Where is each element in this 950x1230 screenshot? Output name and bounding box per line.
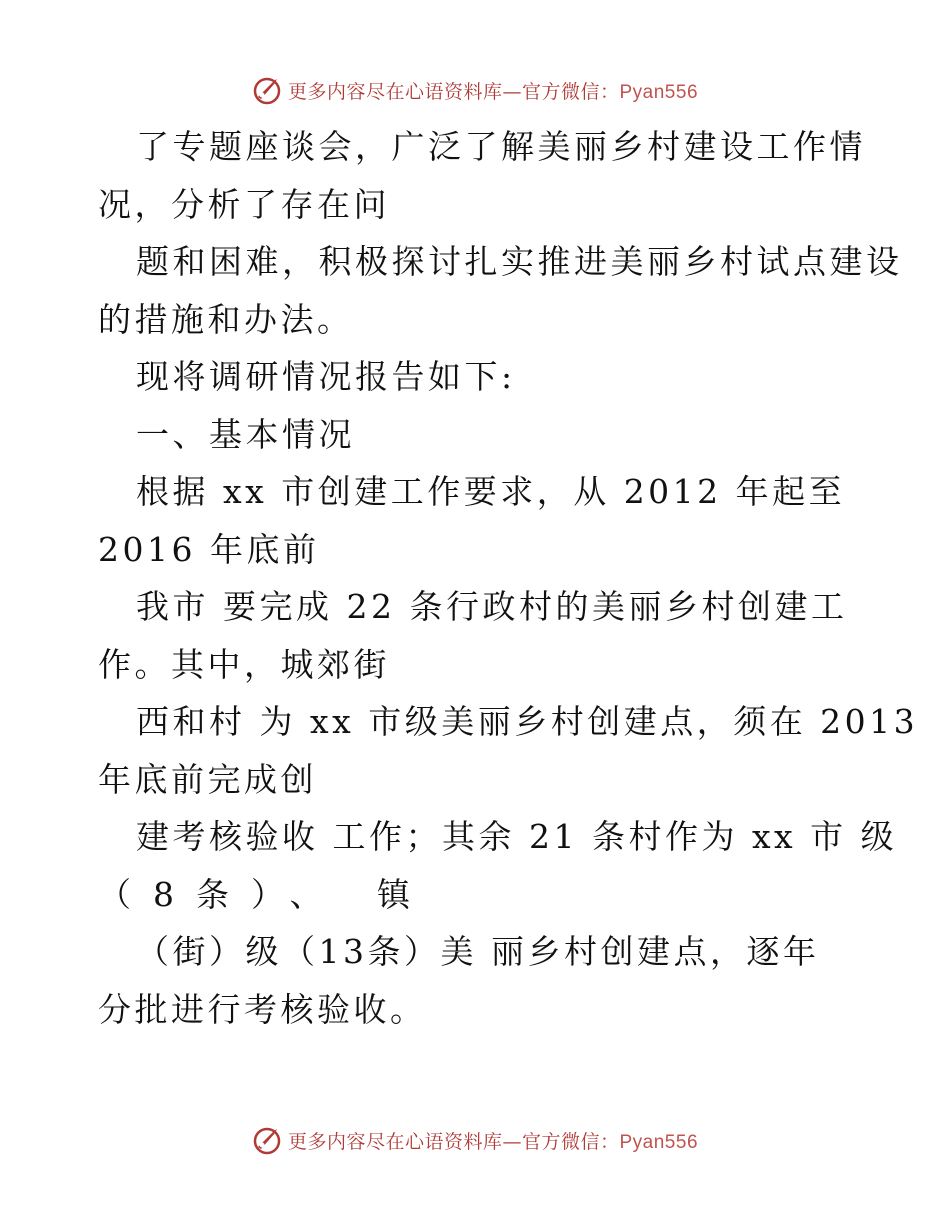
- text-line: 2016 年底前: [98, 529, 320, 569]
- text-line: 西和村 为 xx 市级美丽乡村创建点，须在 2013: [136, 702, 919, 741]
- quill-logo-icon: [252, 1125, 282, 1155]
- text-line: 根据 xx 市创建工作要求，从 2012 年起至: [136, 472, 846, 511]
- text-line: （8条）、 镇: [98, 874, 432, 914]
- text-line: 我市 要完成 22 条行政村的美丽乡村创建工: [136, 587, 848, 626]
- footer-watermark: [0, 1120, 950, 1160]
- text-line: 况，分析了存在问: [98, 184, 390, 224]
- text-line: 了专题座谈会，广泛了解美丽乡村建设工作情: [136, 127, 866, 166]
- watermark-text: 更多内容尽在心语资料库—官方微信：Pyan556: [287, 80, 699, 103]
- quill-logo-icon: [252, 75, 282, 105]
- text-line: 题和困难，积极探讨扎实推进美丽乡村试点建设: [136, 242, 903, 281]
- text-line: 建考核验收 工作；其余 21 条村作为 xx 市 级: [136, 817, 898, 856]
- text-line: 作。其中，城郊街: [98, 644, 390, 684]
- text-line: 分批进行考核验收。: [98, 989, 427, 1029]
- section-heading: 一、基本情况: [136, 414, 355, 454]
- text-line: 年底前完成创: [98, 759, 317, 799]
- text-line: （街）级（13条）美 丽乡村创建点，逐年: [136, 932, 820, 971]
- watermark-text: 更多内容尽在心语资料库—官方微信：Pyan556: [287, 1130, 699, 1153]
- text-line: 的措施和办法。: [98, 299, 354, 339]
- text-line: 现将调研情况报告如下:: [136, 357, 516, 396]
- header-watermark: [0, 70, 950, 110]
- document-body: [98, 118, 919, 1038]
